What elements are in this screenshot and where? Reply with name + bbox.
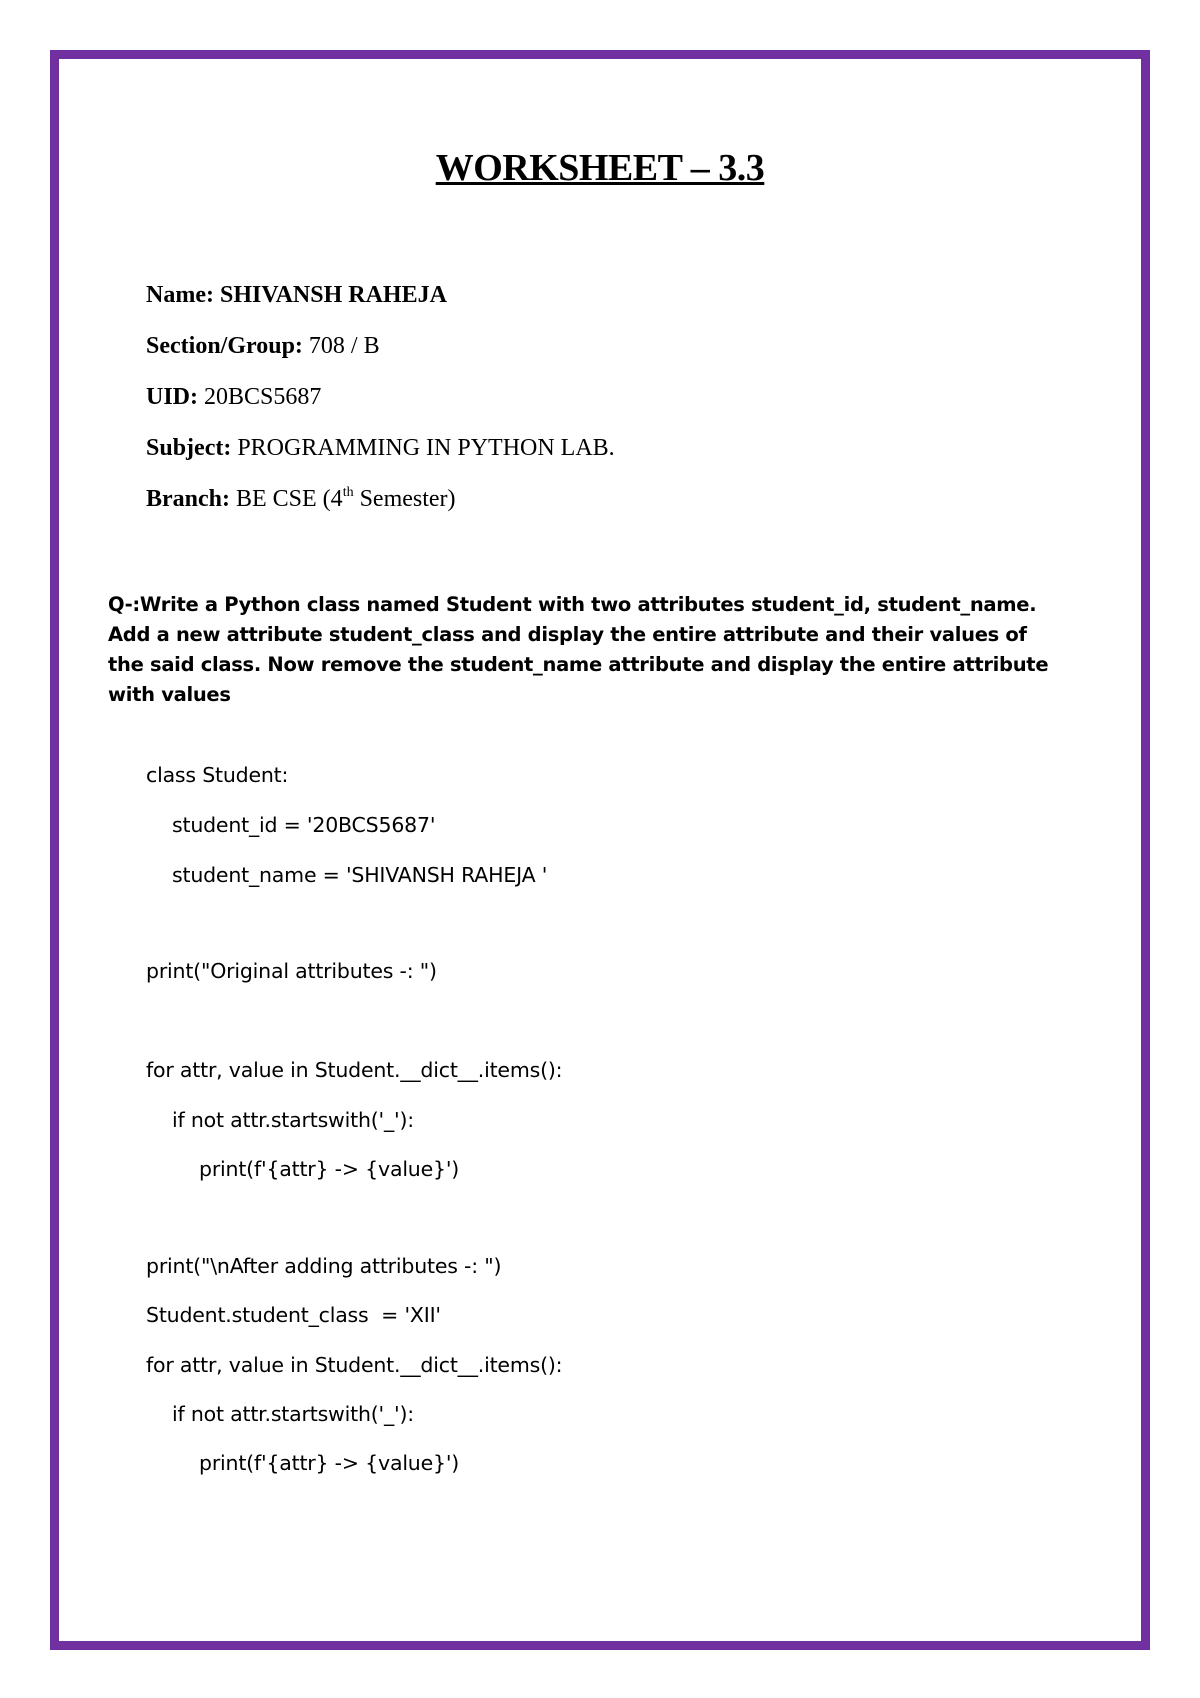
code-line-12: print(f'{attr} -> {value}') [199,1451,460,1475]
info-branch [146,486,456,513]
code-line-7: print(f'{attr} -> {value}') [199,1157,460,1181]
name-value: SHIVANSH RAHEJA [219,282,447,308]
code-line-11: if not attr.startswith('_'): [172,1402,414,1426]
branch-sup: th [342,485,354,500]
code-line-4: print("Original attributes -: ") [146,959,437,983]
info-name [146,282,447,309]
section-label: Section/Group: [146,333,303,359]
worksheet-title: WORKSHEET – 3.3 [435,147,765,189]
code-line-10: for attr, value in Student.__dict__.items(): [146,1353,563,1377]
code-line-5: for attr, value in Student.__dict__.items(): [146,1058,563,1082]
subject-label: Subject: [146,435,232,461]
uid-label: UID: [146,384,198,410]
uid-value: 20BCS5687 [204,384,322,410]
info-section [146,333,380,360]
name-label: Name: [146,282,214,308]
branch-value-post: Semester) [353,486,456,512]
code-line-1: class Student: [146,763,289,787]
info-subject [146,435,615,462]
branch-label: Branch: [146,486,230,512]
code-line-8: print("\nAfter adding attributes -: ") [146,1254,502,1278]
code-line-9: Student.student_class = 'XII' [146,1303,441,1327]
code-line-3: student_name = 'SHIVANSH RAHEJA ' [172,863,548,887]
subject-value: PROGRAMMING IN PYTHON LAB. [237,435,615,461]
branch-value-pre: BE CSE (4 [236,486,343,512]
code-line-6: if not attr.startswith('_'): [172,1108,414,1132]
section-value: 708 / B [308,333,380,359]
info-uid [146,384,321,411]
code-line-2: student_id = '20BCS5687' [172,813,436,837]
question-text: Q-:Write a Python class named Student with two attributes student_id, student_name. Add a new attribute student_class and display the entire attribute and their values of the said class. Now remove the student_name attribute and display the entire attribute with values [108,593,1049,706]
